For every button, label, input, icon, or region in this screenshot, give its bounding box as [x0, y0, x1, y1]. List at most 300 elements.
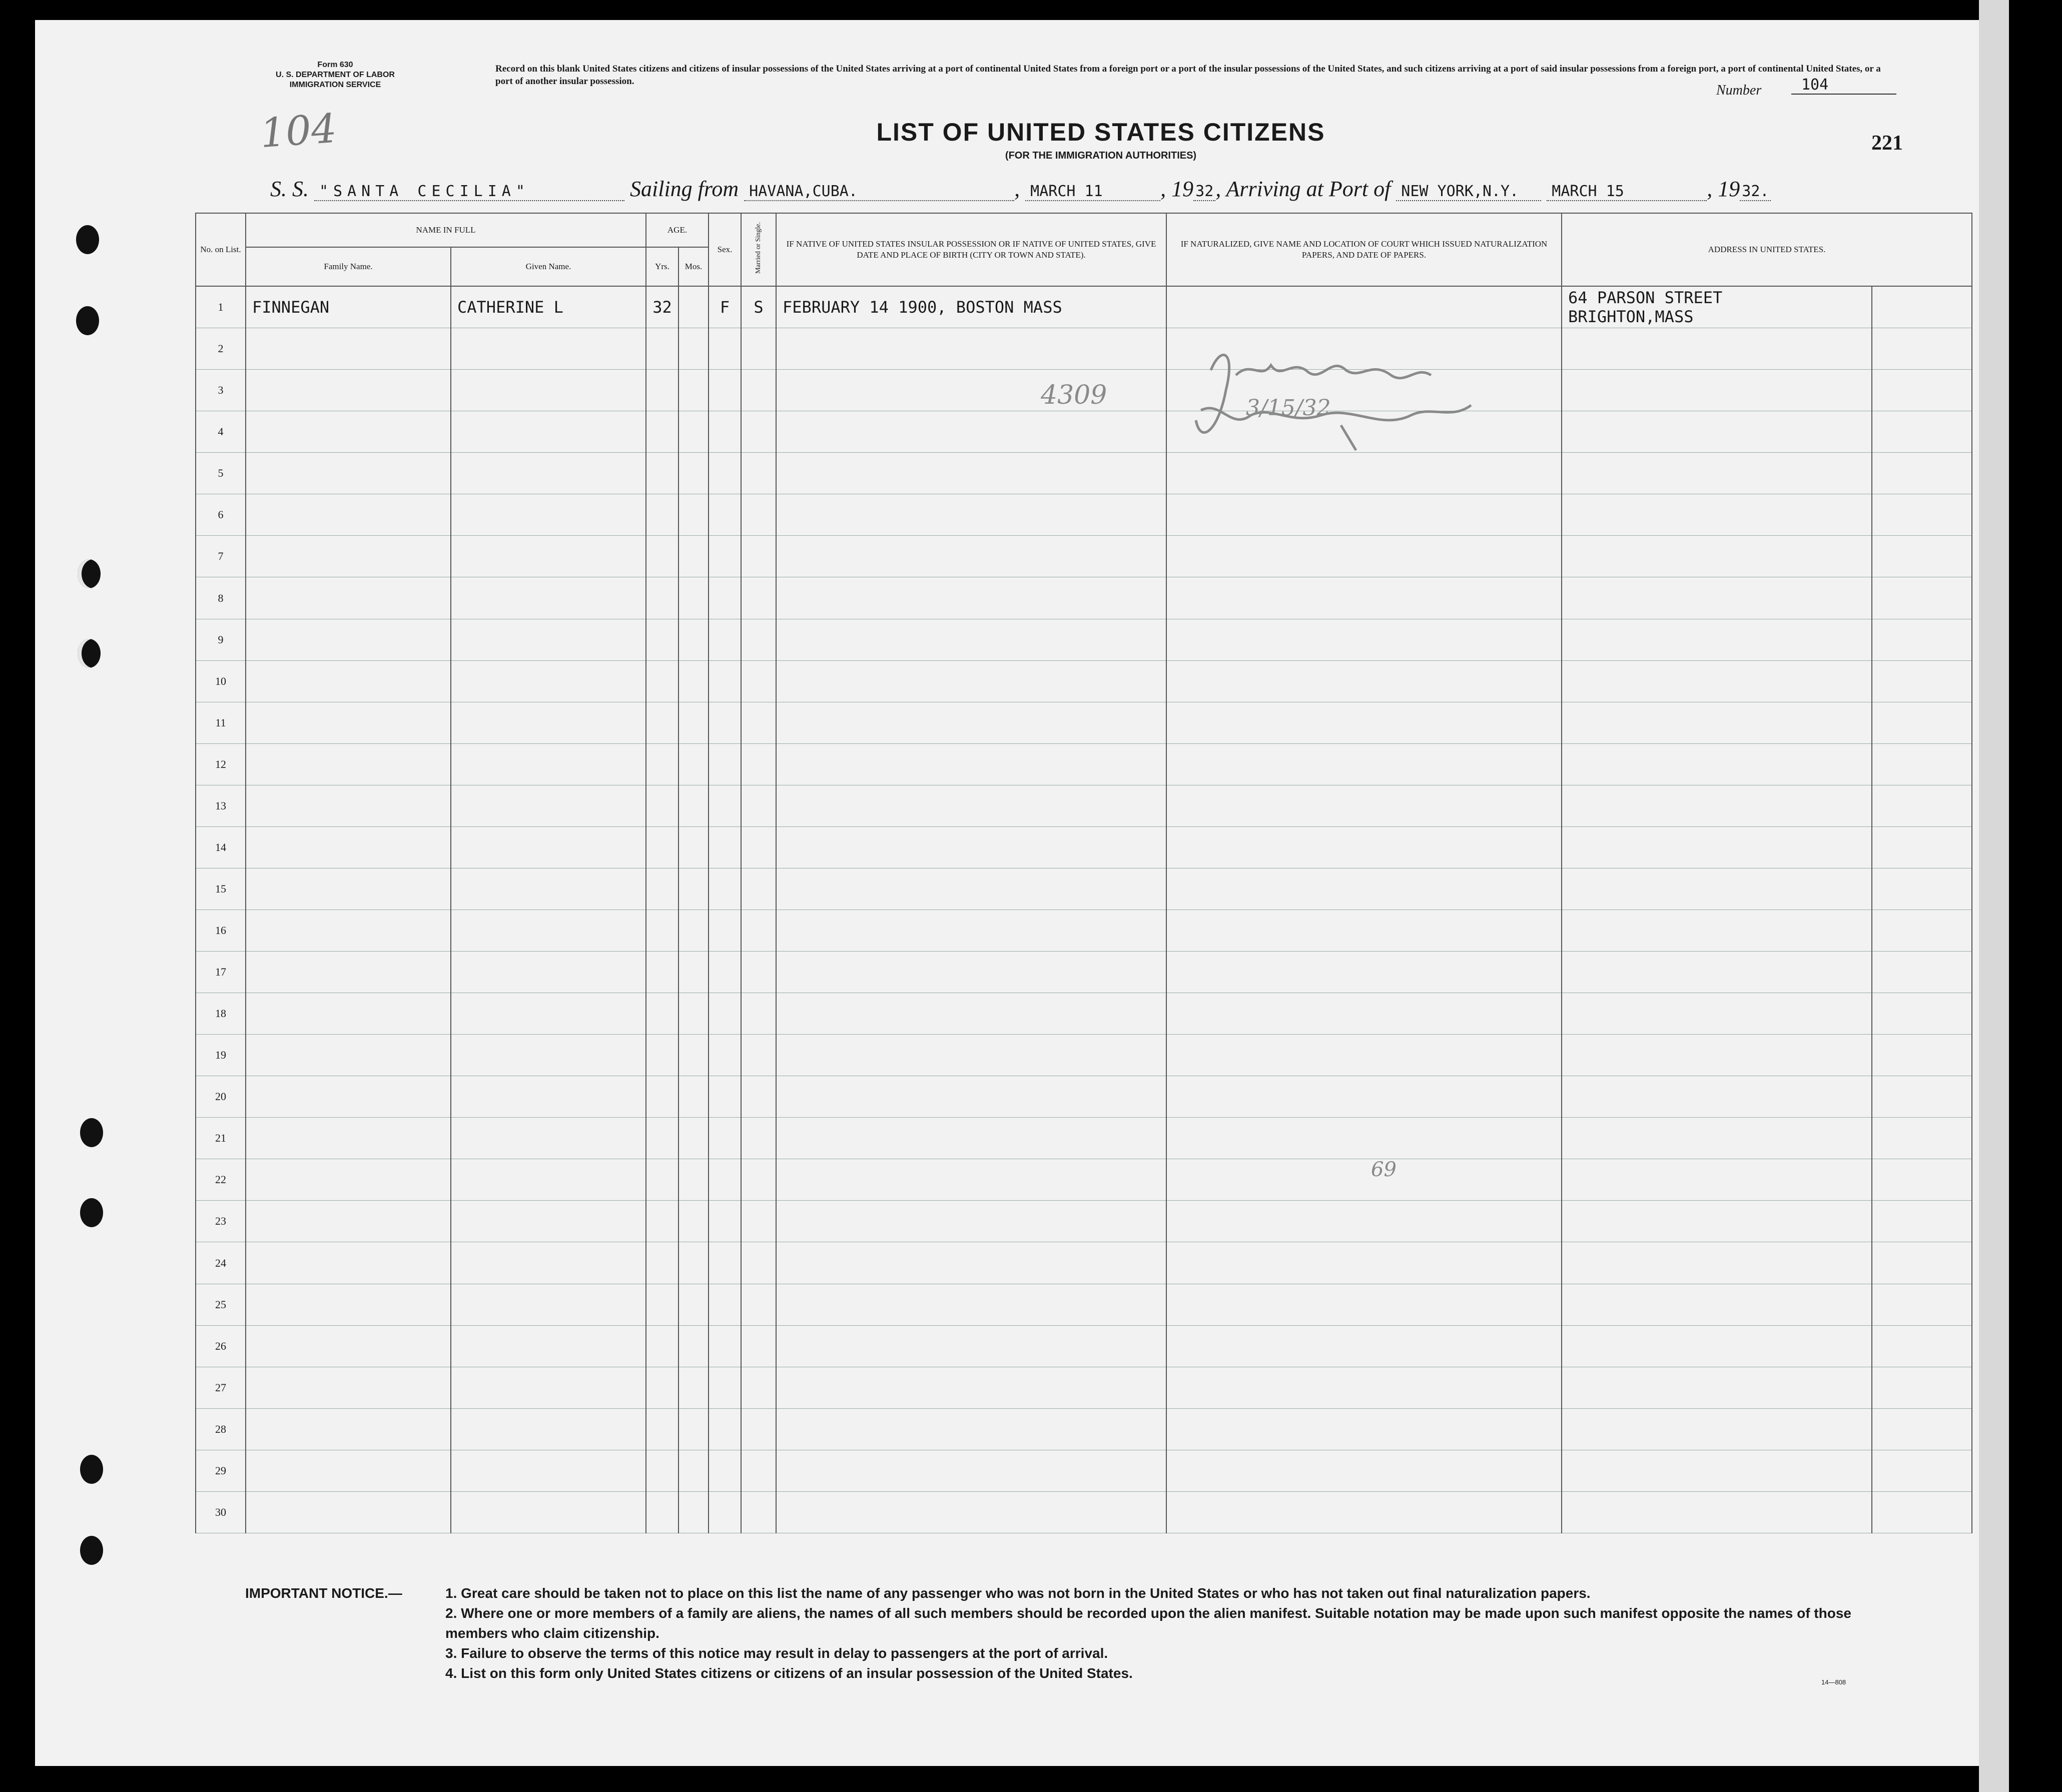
cell-naturalized — [1166, 536, 1562, 577]
cell-yrs: 32 — [646, 286, 678, 328]
row-number: 20 — [196, 1076, 246, 1118]
cell-naturalized — [1166, 952, 1562, 993]
cell-yrs — [646, 993, 678, 1035]
cell-sex — [709, 660, 741, 702]
cell-margin — [1872, 1325, 1972, 1367]
cell-naturalized — [1166, 494, 1562, 536]
table-row — [196, 536, 1972, 577]
cell-birth: FEBRUARY 14 1900, BOSTON MASS — [776, 286, 1166, 328]
cell-address — [1562, 1408, 1872, 1450]
row-number: 24 — [196, 1242, 246, 1284]
cell-naturalized — [1166, 1035, 1562, 1076]
cell-given — [451, 1159, 646, 1201]
cell-mos — [678, 1284, 709, 1325]
cell-family — [246, 1035, 451, 1076]
notice-items — [445, 1583, 1896, 1683]
handwritten-code: 4309 — [1041, 380, 1107, 410]
cell-married — [741, 1201, 776, 1242]
cell-birth — [776, 952, 1166, 993]
cell-address — [1562, 1076, 1872, 1118]
table-row — [196, 619, 1972, 660]
table-row — [196, 1491, 1972, 1533]
cell-yrs — [646, 910, 678, 951]
cell-family — [246, 1450, 451, 1491]
cell-birth — [776, 1159, 1166, 1201]
cell-margin — [1872, 370, 1972, 411]
row-number: 13 — [196, 785, 246, 826]
col-age: AGE. — [646, 213, 709, 247]
cell-given — [451, 1076, 646, 1118]
cell-yrs — [646, 1450, 678, 1491]
from-port: HAVANA,CUBA. — [744, 183, 1014, 201]
cell-address — [1562, 785, 1872, 826]
cell-margin — [1872, 1491, 1972, 1533]
arrival-year: 32. — [1740, 183, 1771, 201]
header-text: No. on List. — [200, 245, 241, 254]
table-row — [196, 1159, 1972, 1201]
cell-naturalized — [1166, 868, 1562, 910]
page-subtitle: (FOR THE IMMIGRATION AUTHORITIES) — [1005, 150, 1197, 161]
manifest-table-wrap — [195, 213, 1971, 1533]
cell-birth — [776, 1284, 1166, 1325]
table-row — [196, 1367, 1972, 1408]
cell-margin — [1872, 328, 1972, 370]
cell-family — [246, 1118, 451, 1159]
cell-married — [741, 702, 776, 743]
cell-sex — [709, 952, 741, 993]
cell-given — [451, 494, 646, 536]
cell-family — [246, 660, 451, 702]
year-prefix: 19 — [1718, 177, 1740, 201]
cell-mos — [678, 1201, 709, 1242]
cell-address — [1562, 1491, 1872, 1533]
cell-family — [246, 536, 451, 577]
cell-birth — [776, 1408, 1166, 1450]
cell-married — [741, 619, 776, 660]
cell-yrs — [646, 1159, 678, 1201]
cell-family — [246, 1325, 451, 1367]
cell-married — [741, 1159, 776, 1201]
cell-margin — [1872, 868, 1972, 910]
cell-mos — [678, 286, 709, 328]
cell-address — [1562, 286, 1872, 328]
cell-sex — [709, 1450, 741, 1491]
row-number: 17 — [196, 952, 246, 993]
row-number: 25 — [196, 1284, 246, 1325]
cell-married — [741, 1408, 776, 1450]
cell-married — [741, 1450, 776, 1491]
cell-address — [1562, 1035, 1872, 1076]
cell-given — [451, 577, 646, 619]
cell-margin — [1872, 453, 1972, 494]
cell-naturalized — [1166, 1118, 1562, 1159]
col-sex: Sex. — [709, 213, 741, 286]
cell-given — [451, 370, 646, 411]
cell-sex — [709, 1491, 741, 1533]
cell-given — [451, 660, 646, 702]
cell-given — [451, 952, 646, 993]
cell-yrs — [646, 1076, 678, 1118]
cell-sex — [709, 1159, 741, 1201]
cell-naturalized — [1166, 1450, 1562, 1491]
col-birth: IF NATIVE OF UNITED STATES INSULAR POSSESSION OR IF NATIVE OF UNITED STATES, GIVE DATE AND PLACE OF BIRTH (CITY OR TOWN AND STATE). — [776, 213, 1166, 286]
cell-sex — [709, 453, 741, 494]
cell-birth — [776, 743, 1166, 785]
cell-naturalized — [1166, 619, 1562, 660]
cell-given — [451, 1242, 646, 1284]
cell-birth — [776, 1118, 1166, 1159]
cell-address — [1562, 868, 1872, 910]
cell-married — [741, 785, 776, 826]
cell-given — [451, 1491, 646, 1533]
cell-married — [741, 453, 776, 494]
row-number: 5 — [196, 453, 246, 494]
cell-address — [1562, 1367, 1872, 1408]
row-number: 1 — [196, 286, 246, 328]
cell-mos — [678, 952, 709, 993]
cell-given — [451, 910, 646, 951]
cell-margin — [1872, 286, 1972, 328]
cell-birth — [776, 577, 1166, 619]
cell-family: FINNEGAN — [246, 286, 451, 328]
cell-sex — [709, 1118, 741, 1159]
cell-birth — [776, 785, 1166, 826]
form-code: 14—808 — [1821, 1678, 1846, 1686]
table-row — [196, 328, 1972, 370]
row-number: 15 — [196, 868, 246, 910]
cell-mos — [678, 453, 709, 494]
cell-sex — [709, 328, 741, 370]
cell-sex — [709, 1242, 741, 1284]
cell-married — [741, 577, 776, 619]
row-number: 18 — [196, 993, 246, 1035]
cell-birth — [776, 660, 1166, 702]
cell-naturalized — [1166, 1242, 1562, 1284]
ss-label: S. S. — [270, 177, 309, 201]
cell-margin — [1872, 785, 1972, 826]
cell-sex — [709, 993, 741, 1035]
cell-birth — [776, 328, 1166, 370]
cell-birth — [776, 1367, 1166, 1408]
ship-name: "SANTA CECILIA" — [314, 183, 624, 201]
cell-address — [1562, 660, 1872, 702]
cell-yrs — [646, 702, 678, 743]
cell-married — [741, 328, 776, 370]
cell-margin — [1872, 660, 1972, 702]
cell-mos — [678, 1367, 709, 1408]
table-row — [196, 743, 1972, 785]
cell-family — [246, 702, 451, 743]
cell-given — [451, 453, 646, 494]
cell-given — [451, 1325, 646, 1367]
cell-yrs — [646, 1035, 678, 1076]
cell-naturalized — [1166, 1367, 1562, 1408]
sail-date: MARCH 11 — [1025, 183, 1160, 201]
cell-naturalized — [1166, 1076, 1562, 1118]
row-number: 9 — [196, 619, 246, 660]
cell-married — [741, 1367, 776, 1408]
cell-married — [741, 494, 776, 536]
cell-yrs — [646, 826, 678, 868]
number-value: 104 — [1791, 76, 1896, 95]
cell-sex — [709, 494, 741, 536]
cell-sex: F — [709, 286, 741, 328]
col-mos: Mos. — [678, 247, 709, 286]
cell-birth — [776, 1242, 1166, 1284]
table-row — [196, 411, 1972, 453]
table-row — [196, 702, 1972, 743]
cell-yrs — [646, 1242, 678, 1284]
cell-birth — [776, 370, 1166, 411]
table-row — [196, 1118, 1972, 1159]
cell-married — [741, 993, 776, 1035]
number-label: Number — [1716, 83, 1762, 98]
cell-margin — [1872, 494, 1972, 536]
sailing-label: Sailing from — [630, 177, 739, 201]
cell-married — [741, 1035, 776, 1076]
cell-yrs — [646, 1118, 678, 1159]
cell-naturalized — [1166, 1284, 1562, 1325]
cell-family — [246, 411, 451, 453]
cell-married — [741, 1242, 776, 1284]
cell-family — [246, 577, 451, 619]
cell-address — [1562, 370, 1872, 411]
voyage-line: S. S. "SANTA CECILIA" Sailing from HAVANA,CUBA. , MARCH 11 , 19 32, Arriving at Port of NEW YORK,N.Y. MARCH 15 , 19 32. — [270, 176, 1771, 202]
cell-married — [741, 1325, 776, 1367]
form-reference — [245, 60, 425, 90]
cell-mos — [678, 660, 709, 702]
row-number: 3 — [196, 370, 246, 411]
cell-naturalized — [1166, 702, 1562, 743]
cell-margin — [1872, 910, 1972, 951]
cell-address — [1562, 1284, 1872, 1325]
cell-mos — [678, 1242, 709, 1284]
cell-mos — [678, 577, 709, 619]
cell-address — [1562, 993, 1872, 1035]
cell-family — [246, 743, 451, 785]
notice-heading: IMPORTANT NOTICE.— — [245, 1585, 402, 1601]
cell-family — [246, 1076, 451, 1118]
table-row — [196, 1325, 1972, 1367]
table-row — [196, 577, 1972, 619]
row-number: 30 — [196, 1491, 246, 1533]
cell-family — [246, 494, 451, 536]
table-row — [196, 286, 1972, 328]
cell-birth — [776, 1491, 1166, 1533]
cell-yrs — [646, 868, 678, 910]
cell-family — [246, 785, 451, 826]
header-text: Married or Single. — [755, 222, 763, 274]
cell-margin — [1872, 952, 1972, 993]
cell-given — [451, 993, 646, 1035]
cell-sex — [709, 1408, 741, 1450]
cell-married — [741, 1491, 776, 1533]
cell-address — [1562, 702, 1872, 743]
cell-birth — [776, 826, 1166, 868]
col-address: ADDRESS IN UNITED STATES. — [1562, 213, 1972, 286]
cell-margin — [1872, 1118, 1972, 1159]
cell-address — [1562, 1325, 1872, 1367]
cell-naturalized — [1166, 910, 1562, 951]
cell-yrs — [646, 1201, 678, 1242]
cell-yrs — [646, 1367, 678, 1408]
cell-margin — [1872, 702, 1972, 743]
punch-hole — [80, 1455, 103, 1484]
department: U. S. DEPARTMENT OF LABOR — [276, 71, 395, 79]
cell-sex — [709, 702, 741, 743]
cell-yrs — [646, 785, 678, 826]
service: IMMIGRATION SERVICE — [289, 81, 381, 89]
cell-family — [246, 868, 451, 910]
table-row — [196, 1284, 1972, 1325]
cell-naturalized — [1166, 660, 1562, 702]
row-number: 27 — [196, 1367, 246, 1408]
page-number: 221 — [1871, 132, 1903, 155]
cell-sex — [709, 619, 741, 660]
cell-sex — [709, 1076, 741, 1118]
cell-yrs — [646, 1284, 678, 1325]
table-row — [196, 868, 1972, 910]
cell-address — [1562, 1159, 1872, 1201]
cell-mos — [678, 826, 709, 868]
cell-birth — [776, 1035, 1166, 1076]
row-number: 26 — [196, 1325, 246, 1367]
table-row — [196, 993, 1972, 1035]
cell-mos — [678, 370, 709, 411]
cell-birth — [776, 1450, 1166, 1491]
cell-family — [246, 952, 451, 993]
cell-sex — [709, 868, 741, 910]
row-number: 8 — [196, 577, 246, 619]
row-number: 7 — [196, 536, 246, 577]
punch-hole — [80, 1536, 103, 1565]
cell-address — [1562, 1201, 1872, 1242]
sheet-edge — [1979, 0, 2009, 1792]
handwritten-number: 104 — [258, 105, 338, 157]
cell-naturalized — [1166, 1159, 1562, 1201]
cell-margin — [1872, 411, 1972, 453]
manifest-table — [195, 213, 1972, 1533]
row-number: 29 — [196, 1450, 246, 1491]
table-row — [196, 1035, 1972, 1076]
arriving-label: Arriving at Port of — [1226, 177, 1391, 201]
cell-family — [246, 453, 451, 494]
cell-given — [451, 328, 646, 370]
row-number: 4 — [196, 411, 246, 453]
marginal-note: 69 — [1371, 1158, 1397, 1181]
cell-naturalized — [1166, 1491, 1562, 1533]
cell-margin — [1872, 1076, 1972, 1118]
cell-address — [1562, 619, 1872, 660]
cell-sex — [709, 1201, 741, 1242]
manifest-rows — [196, 286, 1972, 1533]
cell-naturalized — [1166, 743, 1562, 785]
cell-mos — [678, 328, 709, 370]
cell-mos — [678, 1035, 709, 1076]
cell-given — [451, 1284, 646, 1325]
cell-margin — [1872, 1408, 1972, 1450]
table-row — [196, 494, 1972, 536]
cell-yrs — [646, 1408, 678, 1450]
cell-married — [741, 1076, 776, 1118]
cell-sex — [709, 826, 741, 868]
cell-address — [1562, 411, 1872, 453]
notice-item: 3. Failure to observe the terms of this notice may result in delay to passengers at the port of arrival. — [445, 1645, 1108, 1661]
cell-birth — [776, 536, 1166, 577]
cell-yrs — [646, 1325, 678, 1367]
cell-married: S — [741, 286, 776, 328]
cell-family — [246, 1367, 451, 1408]
cell-birth — [776, 453, 1166, 494]
cell-yrs — [646, 370, 678, 411]
cell-mos — [678, 411, 709, 453]
cell-yrs — [646, 536, 678, 577]
row-number: 10 — [196, 660, 246, 702]
cell-given — [451, 536, 646, 577]
cell-yrs — [646, 660, 678, 702]
cell-naturalized — [1166, 1201, 1562, 1242]
cell-margin — [1872, 536, 1972, 577]
table-row — [196, 1408, 1972, 1450]
col-family-name: Family Name. — [246, 247, 451, 286]
cell-birth — [776, 910, 1166, 951]
col-given-name: Given Name. — [451, 247, 646, 286]
cell-mos — [678, 1325, 709, 1367]
punch-hole — [80, 1118, 103, 1147]
cell-sex — [709, 411, 741, 453]
cell-margin — [1872, 1284, 1972, 1325]
cell-address — [1562, 453, 1872, 494]
table-row — [196, 1450, 1972, 1491]
cell-address — [1562, 577, 1872, 619]
cell-yrs — [646, 453, 678, 494]
cell-married — [741, 952, 776, 993]
cell-mos — [678, 619, 709, 660]
cell-sex — [709, 1284, 741, 1325]
cell-mos — [678, 993, 709, 1035]
cell-given — [451, 619, 646, 660]
cell-given: CATHERINE L — [451, 286, 646, 328]
table-row — [196, 1242, 1972, 1284]
cell-yrs — [646, 952, 678, 993]
cell-married — [741, 411, 776, 453]
cell-family — [246, 826, 451, 868]
cell-married — [741, 1284, 776, 1325]
cell-birth — [776, 411, 1166, 453]
cell-margin — [1872, 826, 1972, 868]
cell-given — [451, 1201, 646, 1242]
cell-mos — [678, 494, 709, 536]
cell-sex — [709, 910, 741, 951]
cell-margin — [1872, 743, 1972, 785]
table-row — [196, 1201, 1972, 1242]
arrival-port: NEW YORK,N.Y. — [1396, 183, 1541, 201]
cell-birth — [776, 868, 1166, 910]
cell-sex — [709, 1367, 741, 1408]
address-line: 64 PARSON STREET — [1568, 288, 1723, 308]
cell-given — [451, 743, 646, 785]
cell-naturalized — [1166, 1408, 1562, 1450]
cell-sex — [709, 370, 741, 411]
cell-address — [1562, 910, 1872, 951]
cell-address — [1562, 1450, 1872, 1491]
cell-given — [451, 785, 646, 826]
row-number: 6 — [196, 494, 246, 536]
cell-margin — [1872, 993, 1972, 1035]
cell-mos — [678, 1450, 709, 1491]
cell-mos — [678, 868, 709, 910]
cell-family — [246, 370, 451, 411]
